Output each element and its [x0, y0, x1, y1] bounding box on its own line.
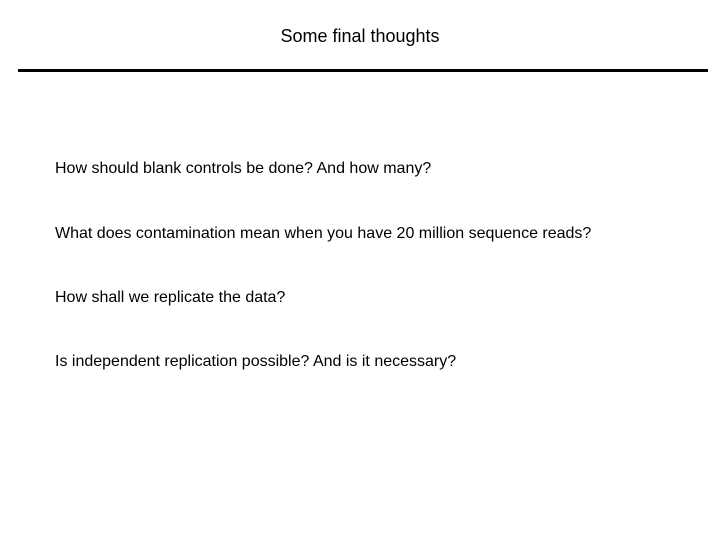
- question-item: How shall we replicate the data?: [55, 289, 286, 306]
- question-item: What does contamination mean when you have 20 million sequence reads?: [55, 225, 592, 242]
- question-item: How should blank controls be done? And how many?: [55, 160, 432, 177]
- question-item: Is independent replication possible? And is it necessary?: [55, 353, 457, 370]
- title-divider: [18, 69, 708, 72]
- slide-title: Some final thoughts: [280, 26, 440, 46]
